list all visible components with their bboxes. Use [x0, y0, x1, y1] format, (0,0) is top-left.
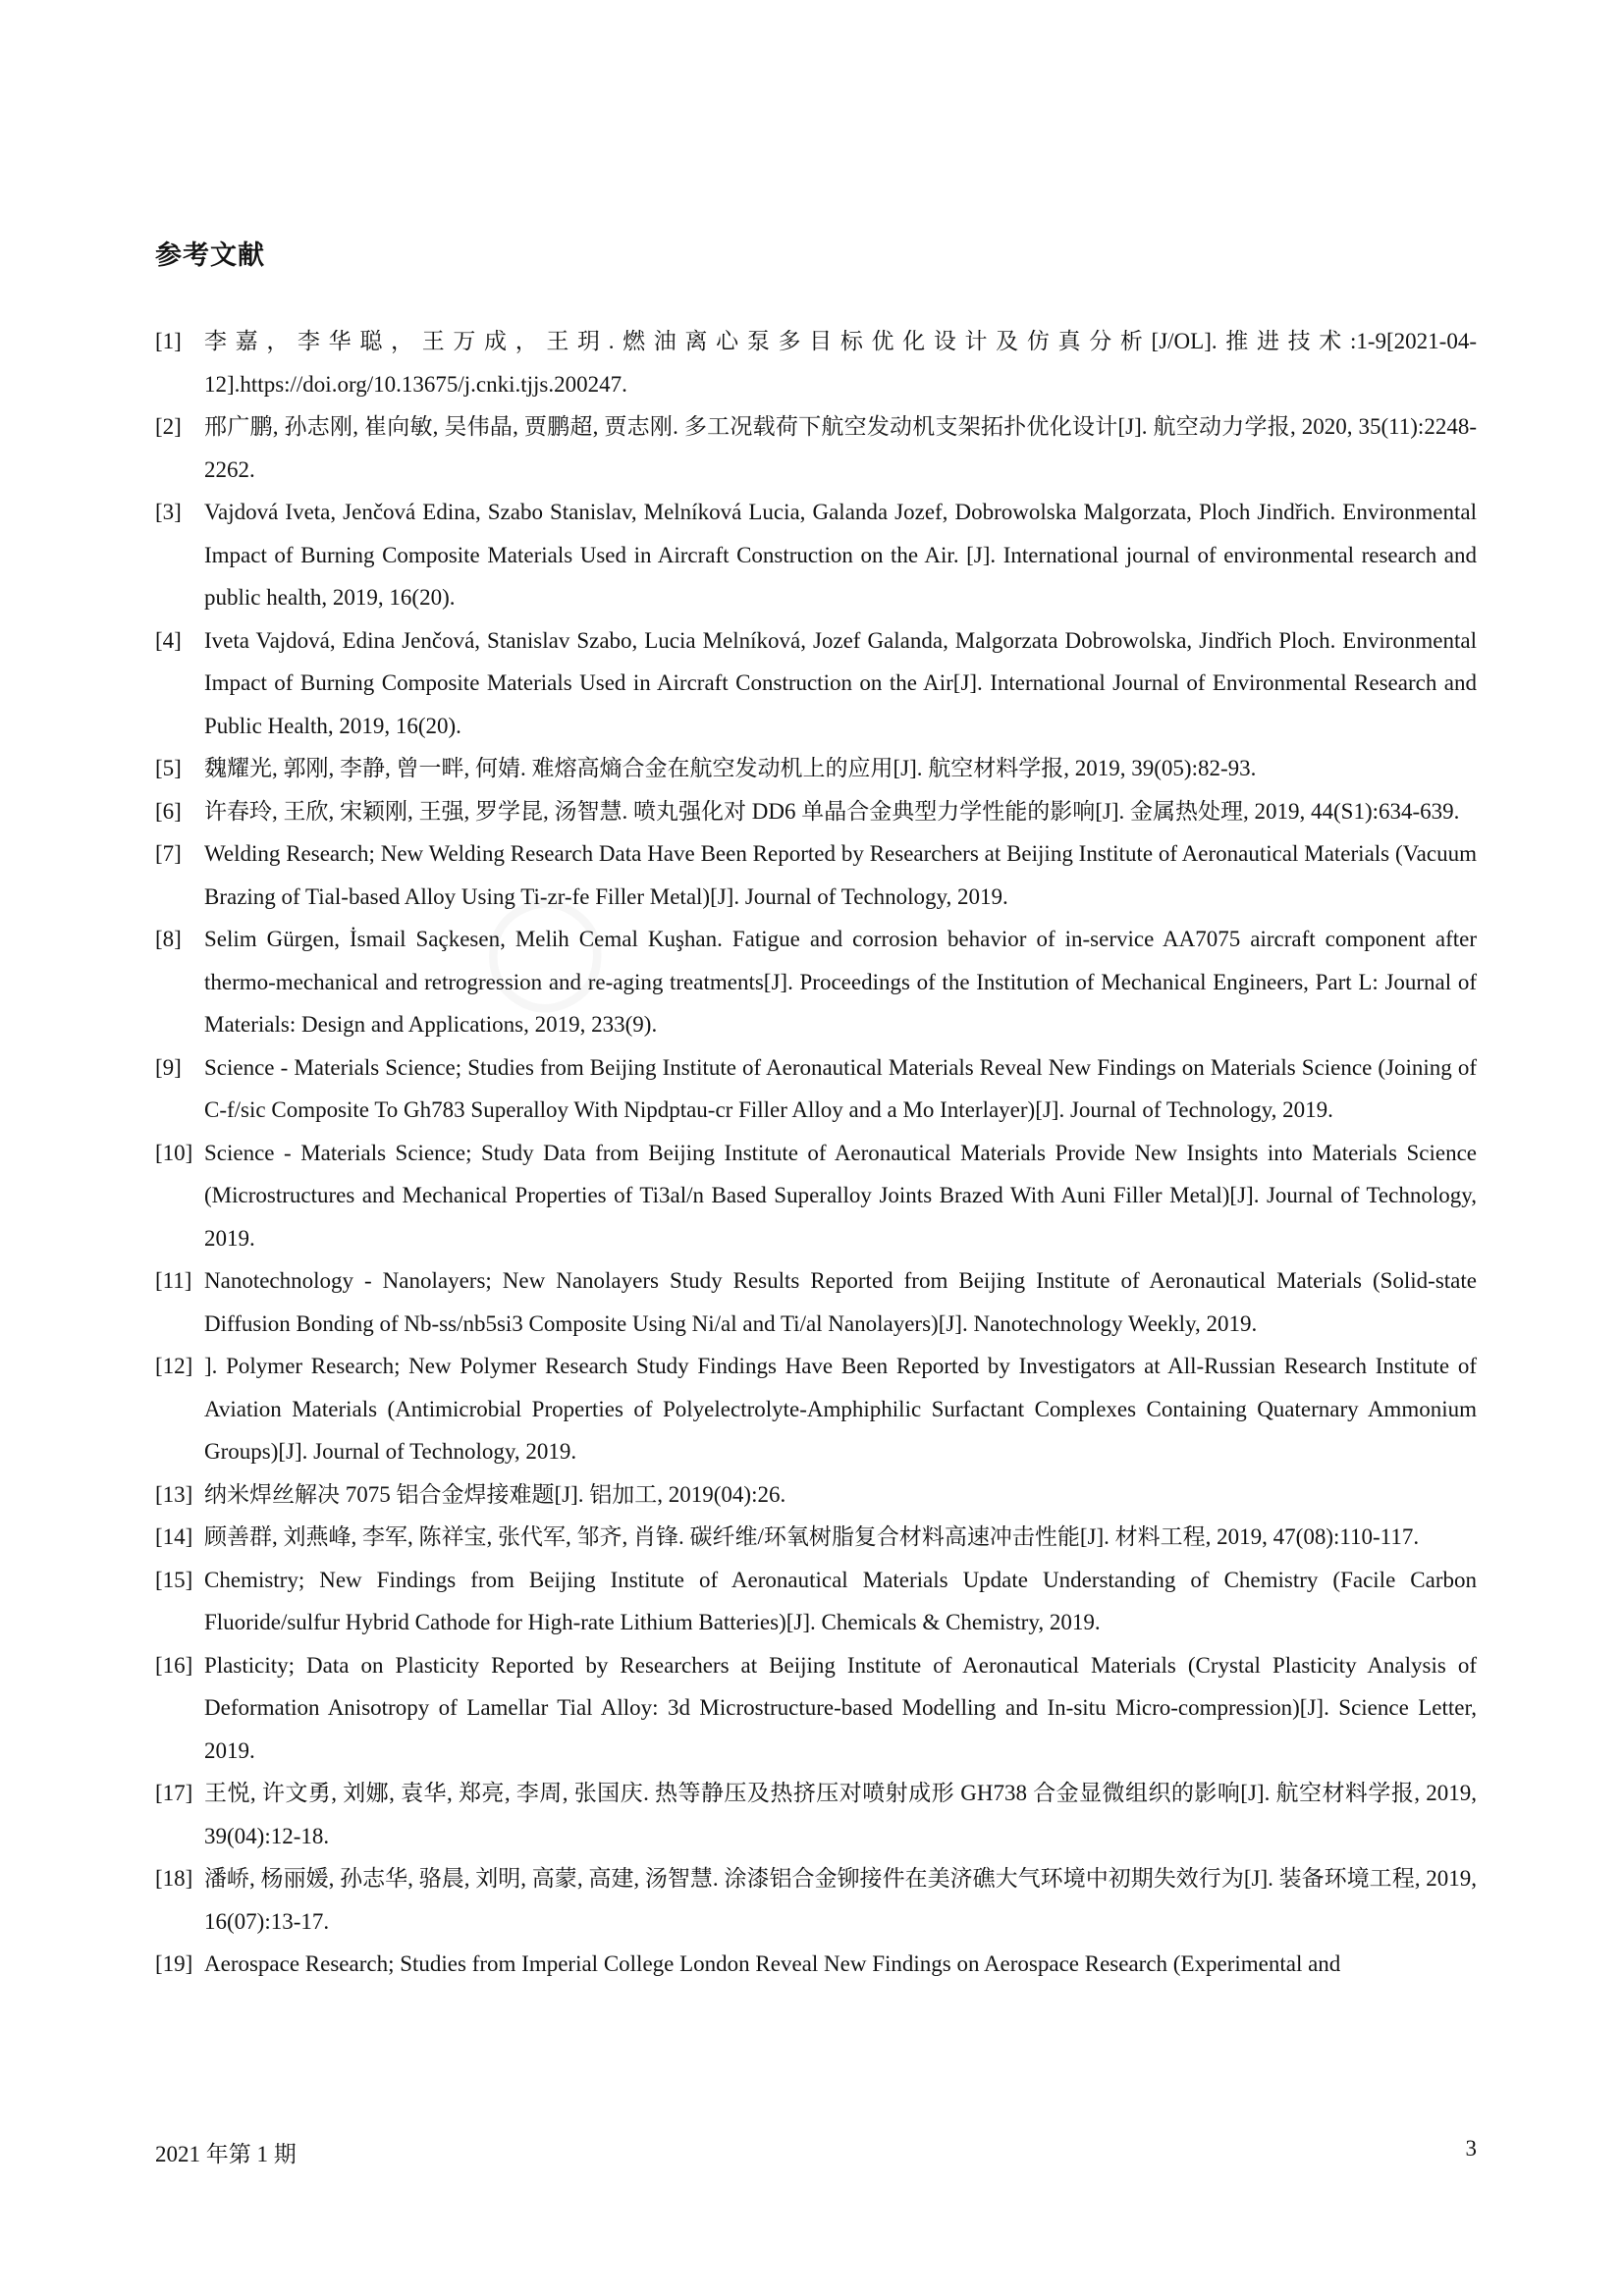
- reference-number: [12]: [155, 1354, 193, 1378]
- reference-item: [155, 1943, 1477, 1986]
- reference-number: [10]: [155, 1140, 193, 1165]
- reference-item: [155, 1644, 1477, 1773]
- reference-number: [1]: [155, 329, 182, 353]
- reference-item: [155, 405, 1477, 491]
- reference-text: Plasticity; Data on Plasticity Reported by Researchers at Beijing Institute of Aeronautical Materials (Crystal Plasticity Analysis of Deformation Anisotropy of Lamellar Tial Alloy: 3d Microstructure-based Modelling and In-situ Micro-compression)[J]. Science Letter, 2019.: [204, 1652, 1477, 1763]
- reference-text: 魏耀光, 郭刚, 李静, 曾一畔, 何婧. 难熔高熵合金在航空发动机上的应用[J]. 航空材料学报, 2019, 39(05):82-93.: [204, 756, 1257, 780]
- reference-text: 邢广鹏, 孙志刚, 崔向敏, 吴伟晶, 贾鹏超, 贾志刚. 多工况载荷下航空发动机支架拓扑优化设计[J]. 航空动力学报, 2020, 35(11):2248-2262.: [204, 414, 1477, 482]
- reference-text: Chemistry; New Findings from Beijing Institute of Aeronautical Materials Update Understanding of Chemistry (Facile Carbon Fluoride/sulfur Hybrid Cathode for High-rate Lithium Batteries)[J]. Chemicals & Chemistry, 2019.: [204, 1567, 1477, 1634]
- reference-text: Vajdová Iveta, Jenčová Edina, Szabo Stanislav, Melníková Lucia, Galanda Jozef, Dobrowolska Malgorzata, Ploch Jindřich. Environmental Impact of Burning Composite Materials Used in Aircraft Construction on the Air. [J]. International journal of environmental research and public health, 2019, 16(20).: [204, 500, 1477, 610]
- reference-text: 王悦, 许文勇, 刘娜, 袁华, 郑亮, 李周, 张国庆. 热等静压及热挤压对喷射成形 GH738 合金显微组织的影响[J]. 航空材料学报, 2019, 39(04):12-18.: [204, 1781, 1477, 1848]
- page-title: 参考文献: [155, 240, 265, 271]
- reference-item: [155, 1132, 1477, 1260]
- reference-number: [15]: [155, 1567, 193, 1592]
- reference-item: [155, 320, 1477, 405]
- reference-item: [155, 1046, 1477, 1132]
- reference-number: [16]: [155, 1652, 193, 1678]
- reference-number: [6]: [155, 798, 182, 824]
- reference-text: Nanotechnology - Nanolayers; New Nanolayers Study Results Reported from Beijing Institute of Aeronautical Materials (Solid-state Diffusion Bonding of Nb-ss/nb5si3 Composite Using Ni/al and Ti/al Nanolayers)[J]. Nanotechnology Weekly, 2019.: [204, 1268, 1477, 1336]
- reference-text: 纳米焊丝解决 7075 铝合金焊接难题[J]. 铝加工, 2019(04):26.: [204, 1481, 786, 1507]
- reference-number: [3]: [155, 500, 182, 524]
- reference-text: Iveta Vajdová, Edina Jenčová, Stanislav Szabo, Lucia Melníková, Jozef Galanda, Malgorzata Dobrowolska, Jindřich Ploch. Environmental Impact of Burning Composite Materials Used in Aircraft Construction on the Air[J]. International Journal of Environmental Research and Public Health, 2019, 16(20).: [204, 627, 1477, 738]
- reference-number: [11]: [155, 1268, 192, 1293]
- reference-text: Science - Materials Science; Study Data from Beijing Institute of Aeronautical Materials Provide New Insights into Materials Science (Microstructures and Mechanical Properties of Ti3al/n Based Superalloy Joints Brazed With Auni Filler Metal)[J]. Journal of Technology, 2019.: [204, 1140, 1477, 1251]
- reference-text: Welding Research; New Welding Research Data Have Been Reported by Researchers at Beijing Institute of Aeronautical Materials (Vacuum Brazing of Tial-based Alloy Using Ti-zr-fe Filler Metal)[J]. Journal of Technology, 2019.: [204, 841, 1477, 909]
- reference-item: [155, 1259, 1477, 1345]
- reference-number: [5]: [155, 756, 182, 780]
- reference-number: [17]: [155, 1781, 193, 1805]
- reference-text: 李嘉，李华聪，王万成，王玥.燃油离心泵多目标优化设计及仿真分析[J/OL].推进技术:1-9[2021-04-12].https://doi.org/10.13675/j.cnki.tjjs.200247.: [204, 329, 1477, 397]
- reference-item: [155, 747, 1477, 790]
- reference-number: [8]: [155, 927, 182, 951]
- reference-number: [4]: [155, 627, 182, 653]
- reference-text: 许春玲, 王欣, 宋颖刚, 王强, 罗学昆, 汤智慧. 喷丸强化对 DD6 单晶合金典型力学性能的影响[J]. 金属热处理, 2019, 44(S1):634-639.: [204, 798, 1460, 824]
- reference-number: [19]: [155, 1951, 193, 1976]
- reference-item: [155, 1516, 1477, 1559]
- reference-text: Selim Gürgen, İsmail Saçkesen, Melih Cemal Kuşhan. Fatigue and corrosion behavior of in-service AA7075 aircraft component after thermo-mechanical and retrogression and re-aging treatments[J]. Proceedings of the Institution of Mechanical Engineers, Part L: Journal of Materials: Design and Applications, 2019, 233(9).: [204, 927, 1477, 1037]
- reference-number: [14]: [155, 1524, 193, 1549]
- reference-item: [155, 918, 1477, 1046]
- reference-item: [155, 619, 1477, 748]
- reference-item: [155, 1345, 1477, 1473]
- reference-item: [155, 1857, 1477, 1943]
- footer-issue: 2021 年第 1 期: [155, 2142, 297, 2166]
- reference-item: [155, 1559, 1477, 1644]
- reference-number: [13]: [155, 1481, 193, 1507]
- reference-item: [155, 832, 1477, 918]
- reference-item: [155, 790, 1477, 833]
- reference-list: [155, 320, 1477, 1986]
- reference-text: Aerospace Research; Studies from Imperial College London Reveal New Findings on Aerospace Research (Experimental and: [204, 1951, 1341, 1976]
- reference-number: [2]: [155, 414, 182, 439]
- reference-text: 潘峤, 杨丽媛, 孙志华, 骆晨, 刘明, 高蒙, 高建, 汤智慧. 涂漆铝合金铆接件在美济礁大气环境中初期失效行为[J]. 装备环境工程, 2019, 16(07):13-17.: [204, 1866, 1477, 1934]
- reference-text: ]. Polymer Research; New Polymer Research Study Findings Have Been Reported by Investigators at All-Russian Research Institute of Aviation Materials (Antimicrobial Properties of Polyelectrolyte-Amphiphilic Surfactant Complexes Containing Quaternary Ammonium Groups)[J]. Journal of Technology, 2019.: [204, 1354, 1477, 1464]
- reference-text: 顾善群, 刘燕峰, 李军, 陈祥宝, 张代军, 邹齐, 肖锋. 碳纤维/环氧树脂复合材料高速冲击性能[J]. 材料工程, 2019, 47(08):110-117.: [204, 1524, 1420, 1549]
- reference-number: [9]: [155, 1054, 182, 1080]
- reference-item: [155, 1772, 1477, 1857]
- reference-text: Science - Materials Science; Studies from Beijing Institute of Aeronautical Materials Reveal New Findings on Materials Science (Joining of C-f/sic Composite To Gh783 Superalloy With Nipdptau-cr Filler Alloy and a Mo Interlayer)[J]. Journal of Technology, 2019.: [204, 1054, 1477, 1122]
- footer-page-number: 3: [1465, 2136, 1477, 2161]
- reference-number: [18]: [155, 1866, 193, 1891]
- reference-number: [7]: [155, 841, 182, 866]
- reference-item: [155, 491, 1477, 619]
- reference-item: [155, 1473, 1477, 1517]
